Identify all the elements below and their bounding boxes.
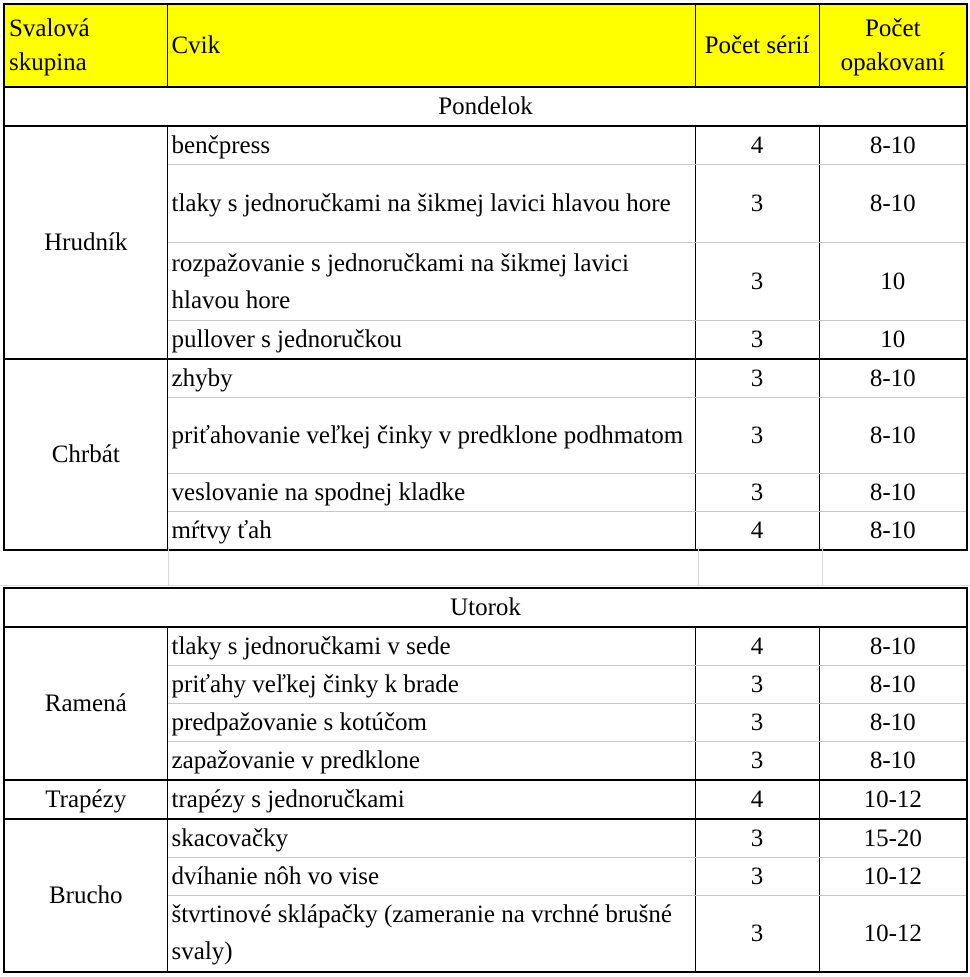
exercise-cell[interactable]: zapažovanie v predklone — [167, 742, 695, 781]
reps-cell[interactable]: 8-10 — [819, 165, 967, 243]
exercise-cell[interactable]: trapézy s jednoručkami — [167, 780, 695, 819]
sets-cell[interactable]: 4 — [695, 780, 819, 819]
sets-cell[interactable]: 3 — [695, 474, 819, 512]
exercise-cell[interactable]: zhyby — [167, 359, 695, 398]
reps-cell[interactable]: 10-12 — [819, 896, 967, 972]
exercise-cell[interactable]: dvíhanie nôh vo vise — [167, 858, 695, 896]
day-row — [4, 588, 967, 627]
sets-cell[interactable]: 4 — [695, 512, 819, 551]
exercise-cell[interactable]: predpažovanie s kotúčom — [167, 704, 695, 742]
header-row — [4, 4, 967, 87]
exercise-cell[interactable]: skacovačky — [167, 819, 695, 858]
exercise-cell[interactable]: tlaky s jednoručkami v sede — [167, 627, 695, 666]
sets-cell[interactable]: 4 — [695, 126, 819, 165]
muscle-group-cell[interactable]: Chrbát — [4, 359, 167, 550]
exercise-cell[interactable]: priťahovanie veľkej činky v predklone podhmatom — [167, 398, 695, 474]
reps-cell[interactable]: 8-10 — [819, 666, 967, 704]
exercise-cell[interactable]: rozpažovanie s jednoručkami na šikmej lavici hlavou hore — [167, 243, 695, 321]
workout-table-tuesday — [3, 587, 968, 973]
exercise-cell[interactable]: tlaky s jednoručkami na šikmej lavici hlavou hore — [167, 165, 695, 243]
reps-cell[interactable]: 8-10 — [819, 512, 967, 551]
sets-cell[interactable]: 3 — [695, 359, 819, 398]
sets-cell[interactable]: 4 — [695, 627, 819, 666]
empty-row — [0, 547, 970, 586]
sets-cell[interactable]: 3 — [695, 819, 819, 858]
exercise-cell[interactable]: pullover s jednoručkou — [167, 321, 695, 360]
table-row — [4, 126, 967, 165]
header-reps[interactable]: Počet opakovaní — [819, 4, 967, 87]
exercise-cell[interactable]: štvrtinové sklápačky (zameranie na vrchné brušné svaly) — [167, 896, 695, 972]
reps-cell[interactable]: 10-12 — [819, 858, 967, 896]
sets-cell[interactable]: 3 — [695, 742, 819, 781]
sets-cell[interactable]: 3 — [695, 858, 819, 896]
reps-cell[interactable]: 8-10 — [819, 704, 967, 742]
header-sets[interactable]: Počet sérií — [695, 4, 819, 87]
exercise-cell[interactable]: benčpress — [167, 126, 695, 165]
exercise-cell[interactable]: priťahy veľkej činky k brade — [167, 666, 695, 704]
muscle-group-cell[interactable]: Brucho — [4, 819, 167, 972]
reps-cell[interactable]: 10-12 — [819, 780, 967, 819]
empty-cell[interactable] — [0, 547, 823, 585]
sets-cell[interactable]: 3 — [695, 321, 819, 360]
sets-cell[interactable]: 3 — [695, 165, 819, 243]
day-title[interactable]: Pondelok — [4, 87, 967, 126]
muscle-group-cell[interactable]: Hrudník — [4, 126, 167, 359]
reps-cell[interactable]: 10 — [819, 321, 967, 360]
reps-cell[interactable]: 8-10 — [819, 627, 967, 666]
table-row — [4, 627, 967, 666]
reps-cell[interactable]: 8-10 — [819, 742, 967, 781]
sets-cell[interactable]: 3 — [695, 398, 819, 474]
header-exercise[interactable]: Cvik — [167, 4, 695, 87]
exercise-cell[interactable]: mŕtvy ťah — [167, 512, 695, 551]
reps-cell[interactable]: 8-10 — [819, 359, 967, 398]
sets-cell[interactable]: 3 — [695, 666, 819, 704]
sets-cell[interactable]: 3 — [695, 896, 819, 972]
table-row — [4, 359, 967, 398]
muscle-group-cell[interactable]: Ramená — [4, 627, 167, 780]
exercise-cell[interactable]: veslovanie na spodnej kladke — [167, 474, 695, 512]
muscle-group-cell[interactable]: Trapézy — [4, 780, 167, 819]
reps-cell[interactable]: 8-10 — [819, 126, 967, 165]
table-row — [4, 780, 967, 819]
day-row — [4, 87, 967, 126]
reps-cell[interactable]: 10 — [819, 243, 967, 321]
workout-table-monday — [3, 3, 968, 551]
reps-cell[interactable]: 15-20 — [819, 819, 967, 858]
day-title[interactable]: Utorok — [4, 588, 967, 627]
sets-cell[interactable]: 3 — [695, 243, 819, 321]
header-group[interactable]: Svalová skupina — [4, 4, 167, 87]
reps-cell[interactable]: 8-10 — [819, 474, 967, 512]
reps-cell[interactable]: 8-10 — [819, 398, 967, 474]
sets-cell[interactable]: 3 — [695, 704, 819, 742]
table-row — [4, 819, 967, 858]
